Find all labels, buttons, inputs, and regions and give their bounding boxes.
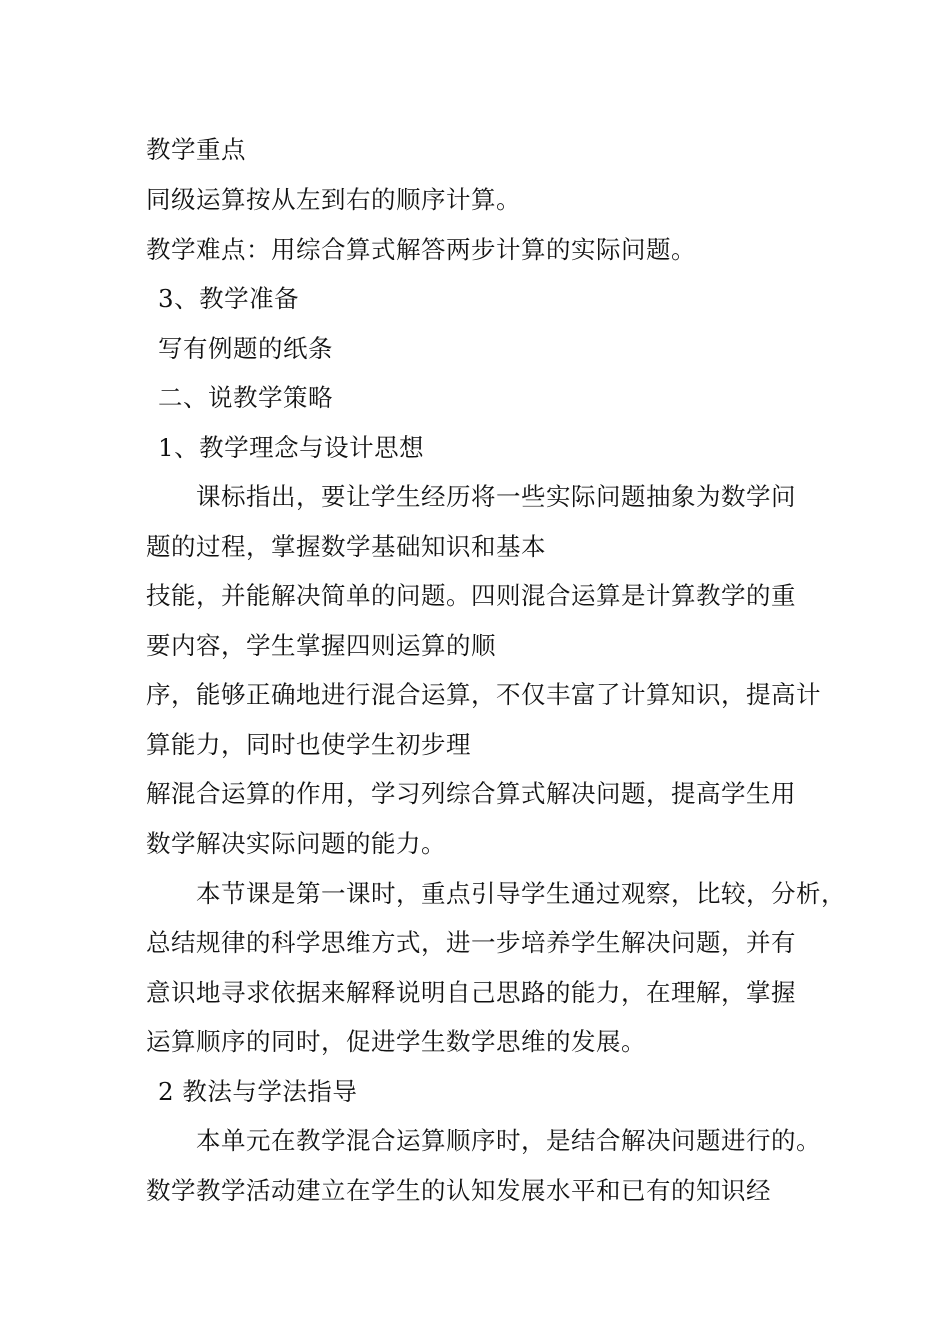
section-heading-strategy: 二、说教学策略 xyxy=(158,383,333,412)
paragraph-line: 算能力，同时也使学生初步理 xyxy=(146,730,471,759)
paragraph-line: 数学解决实际问题的能力。 xyxy=(146,829,446,858)
paragraph-line: 本节课是第一课时，重点引导学生通过观察，比较，分析， xyxy=(196,879,846,908)
section-heading-preparation: 3、教学准备 xyxy=(158,284,300,313)
text-line: 写有例题的纸条 xyxy=(158,334,333,363)
paragraph-line: 运算顺序的同时，促进学生数学思维的发展。 xyxy=(146,1027,646,1056)
paragraph-line: 本单元在教学混合运算顺序时，是结合解决问题进行的。 xyxy=(196,1126,821,1155)
paragraph-line: 意识地寻求依据来解释说明自己思路的能力，在理解，掌握 xyxy=(146,978,796,1007)
paragraph-line: 技能，并能解决简单的问题。四则混合运算是计算教学的重 xyxy=(146,581,796,610)
paragraph-line: 要内容，学生掌握四则运算的顺 xyxy=(146,631,496,660)
text-line: 教学难点：用综合算式解答两步计算的实际问题。 xyxy=(146,235,696,264)
paragraph-line: 题的过程，掌握数学基础知识和基本 xyxy=(146,532,546,561)
section-heading-methods: 2 教法与学法指导 xyxy=(158,1077,358,1106)
paragraph-line: 序，能够正确地进行混合运算，不仅丰富了计算知识，提高计 xyxy=(146,680,821,709)
heading-teaching-focus: 教学重点 xyxy=(146,135,246,164)
paragraph-line: 总结规律的科学思维方式，进一步培养学生解决问题，并有 xyxy=(146,928,796,957)
paragraph-line: 解混合运算的作用，学习列综合算式解决问题，提高学生用 xyxy=(146,779,796,808)
text-line: 同级运算按从左到右的顺序计算。 xyxy=(146,185,521,214)
section-heading-philosophy: 1、教学理念与设计思想 xyxy=(158,433,425,462)
paragraph-line: 课标指出，要让学生经历将一些实际问题抽象为数学问 xyxy=(196,482,796,511)
paragraph-line: 数学教学活动建立在学生的认知发展水平和已有的知识经 xyxy=(146,1176,771,1205)
